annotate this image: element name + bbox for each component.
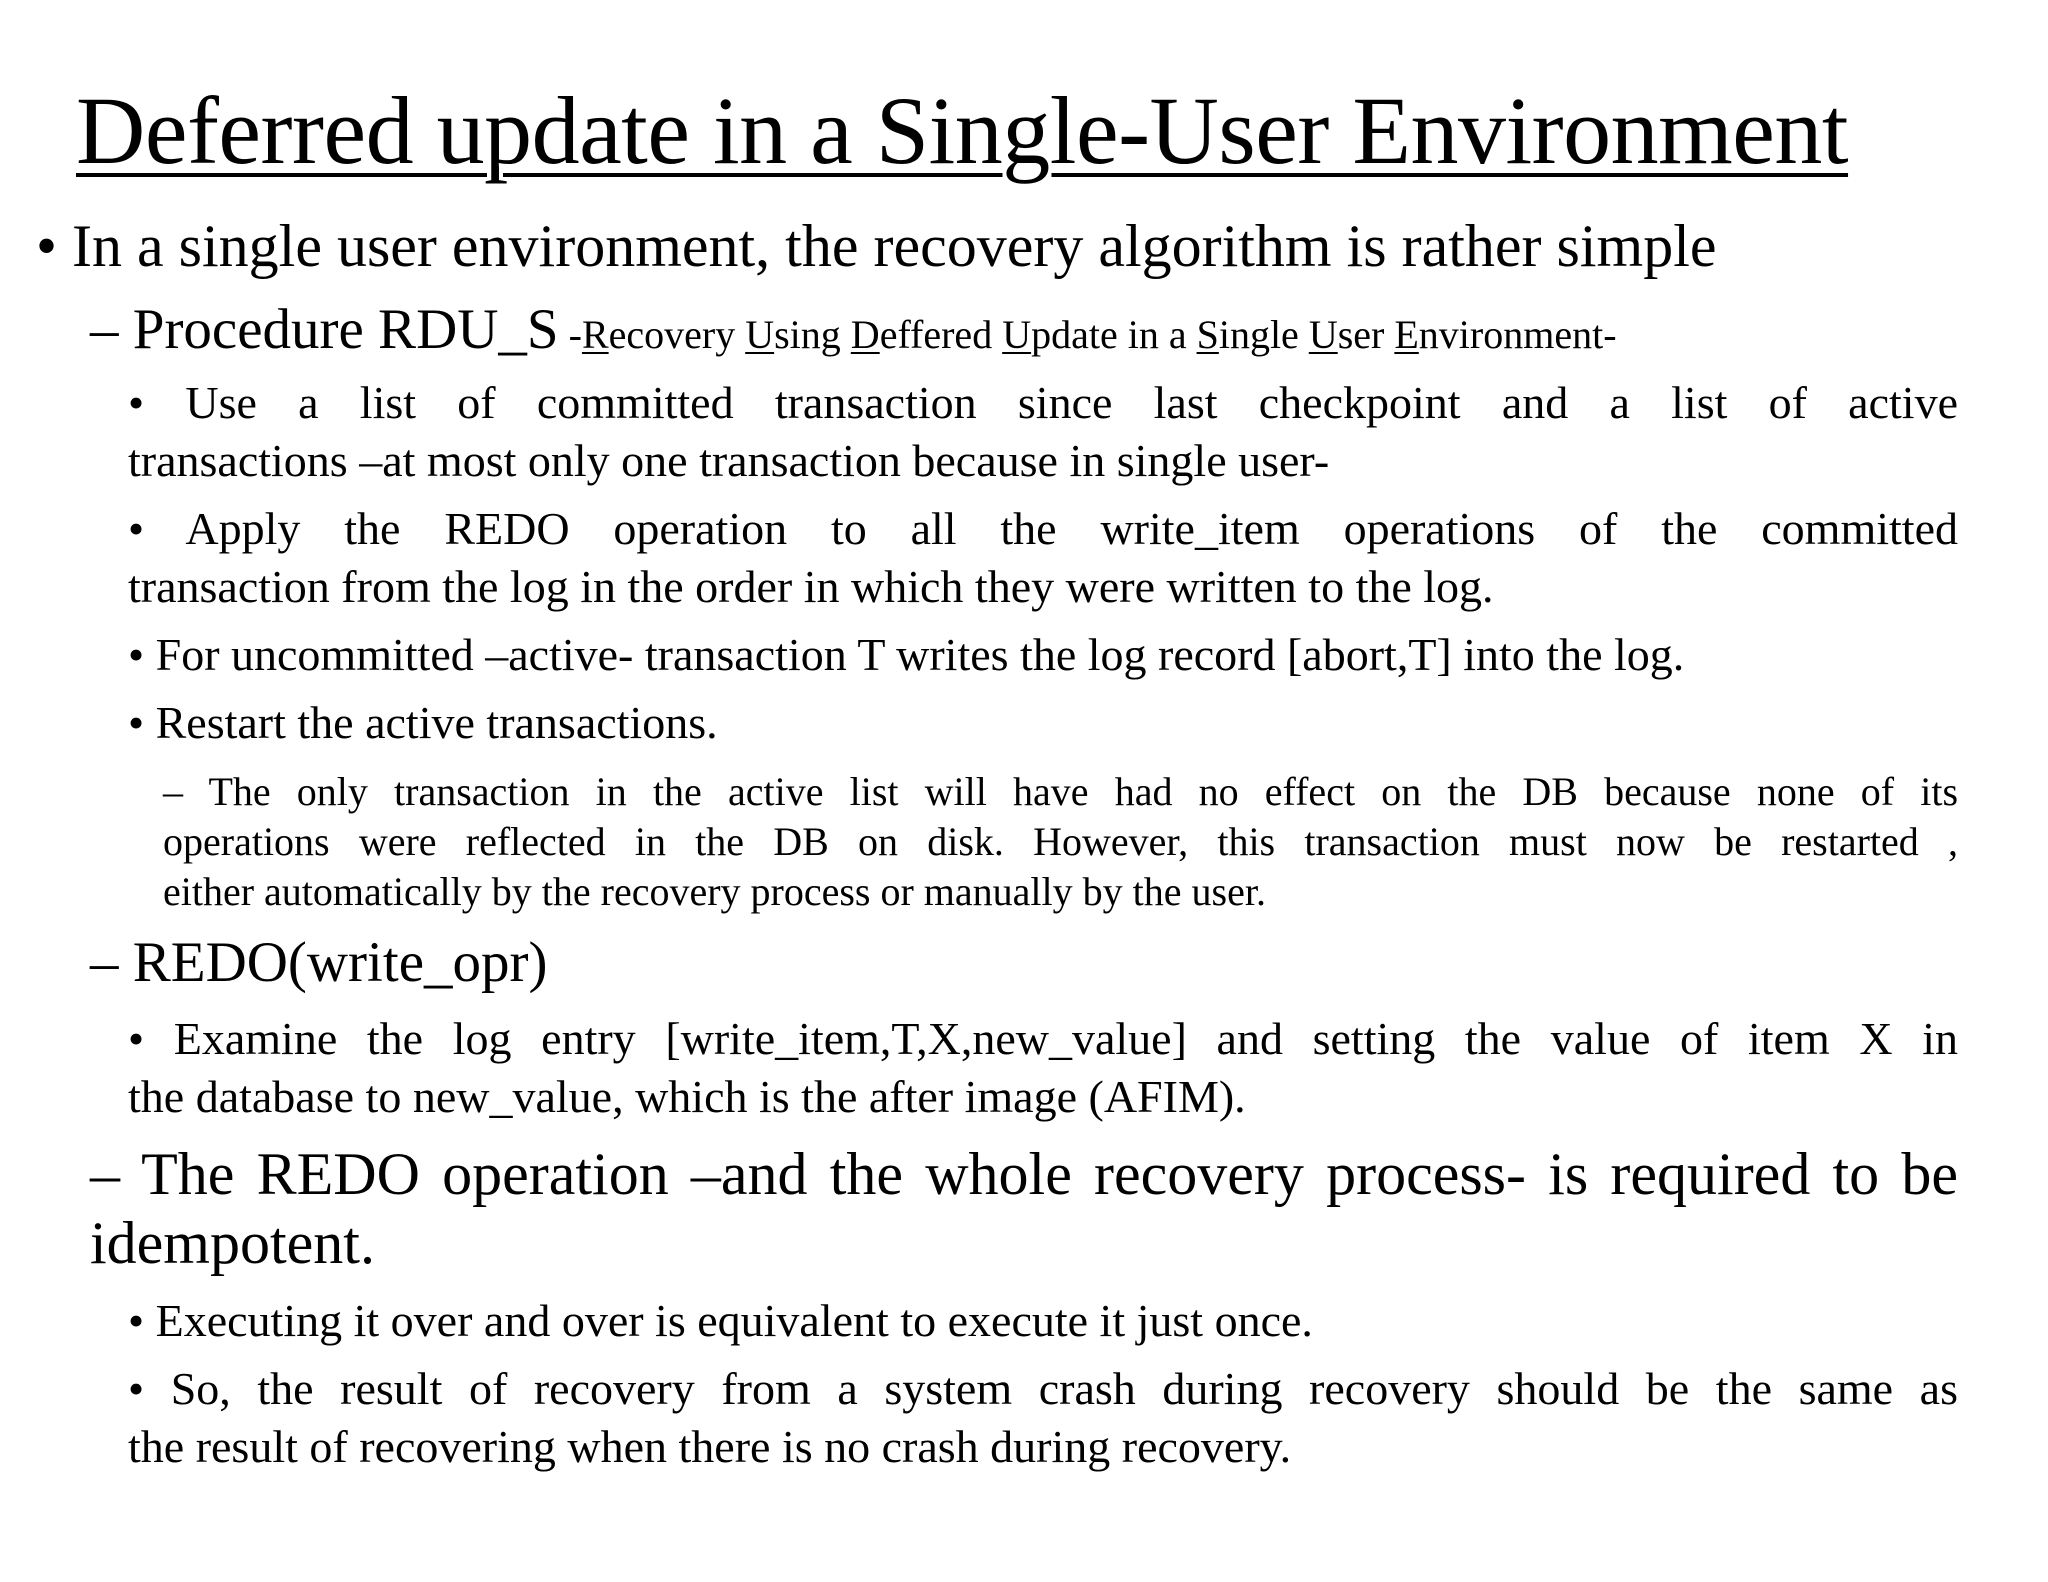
bullet-icon: • bbox=[128, 629, 145, 680]
procedure-point-apply-redo: • Apply the REDO operation to all the write_item operations of the committed bbox=[128, 503, 1958, 554]
redo-point-examine: • Examine the log entry [write_item,T,X,new_value] and setting the value of item X in bbox=[128, 1013, 1959, 1064]
restart-note-line-2: operations were reflected in the DB on disk. However, this transaction must now be restarted , bbox=[163, 819, 1958, 864]
dash-icon: – bbox=[90, 1141, 120, 1207]
dash-icon: – bbox=[90, 298, 119, 361]
procedure-point-uncommitted: • For uncommitted –active- transaction T writes the log record [abort,T] into the log. bbox=[128, 629, 1685, 680]
procedure-point-restart: • Restart the active transactions. bbox=[128, 697, 718, 748]
idempotent-point-crash: • So, the result of recovery from a system crash during recovery should be the same as bbox=[128, 1363, 1959, 1414]
procedure-point-apply-redo-cont: transaction from the log in the order in which they were written to the log. bbox=[128, 561, 1494, 612]
bullet-icon: • bbox=[36, 213, 58, 279]
bullet-recovery-simple bbox=[36, 213, 1717, 279]
restart-note-line-1: – The only transaction in the active list will have had no effect on the DB because none of its bbox=[163, 769, 1959, 814]
idempotent-point-crash-cont: the result of recovering when there is no crash during recovery. bbox=[128, 1421, 1292, 1472]
bullet-icon: • bbox=[128, 377, 145, 428]
idempotent-line-2: idempotent. bbox=[90, 1210, 375, 1276]
procedure-expansion: -Recovery Using Deffered Update in a Single User Environment- bbox=[568, 312, 1617, 357]
redo-point-examine-cont: the database to new_value, which is the after image (AFIM). bbox=[128, 1071, 1246, 1122]
restart-note-line-3: either automatically by the recovery process or manually by the user. bbox=[163, 869, 1266, 914]
bullet-icon: • bbox=[128, 503, 145, 554]
procedure-point-committed-list-cont: transactions –at most only one transaction because in single user- bbox=[128, 435, 1330, 486]
dash-icon: – bbox=[163, 769, 183, 814]
procedure-point-committed-list: • Use a list of committed transaction since last checkpoint and a list of active bbox=[128, 377, 1958, 428]
dash-icon: – bbox=[90, 931, 119, 994]
redo-heading: – REDO(write_opr) bbox=[90, 931, 548, 994]
procedure-rdu-s bbox=[90, 299, 1617, 362]
bullet-text: In a single user environment, the recovery algorithm is rather simple bbox=[72, 213, 1717, 279]
bullet-icon: • bbox=[128, 697, 145, 748]
idempotent-point-execute-once: • Executing it over and over is equivalent to execute it just once. bbox=[128, 1295, 1313, 1346]
slide-title: Deferred update in a Single-User Environment bbox=[76, 77, 1849, 184]
bullet-icon: • bbox=[128, 1363, 145, 1414]
bullet-icon: • bbox=[128, 1295, 145, 1346]
idempotent-line-1: – The REDO operation –and the whole recovery process- is required to be bbox=[90, 1141, 1959, 1207]
bullet-icon: • bbox=[128, 1013, 145, 1064]
procedure-name: Procedure RDU_S bbox=[132, 298, 559, 361]
